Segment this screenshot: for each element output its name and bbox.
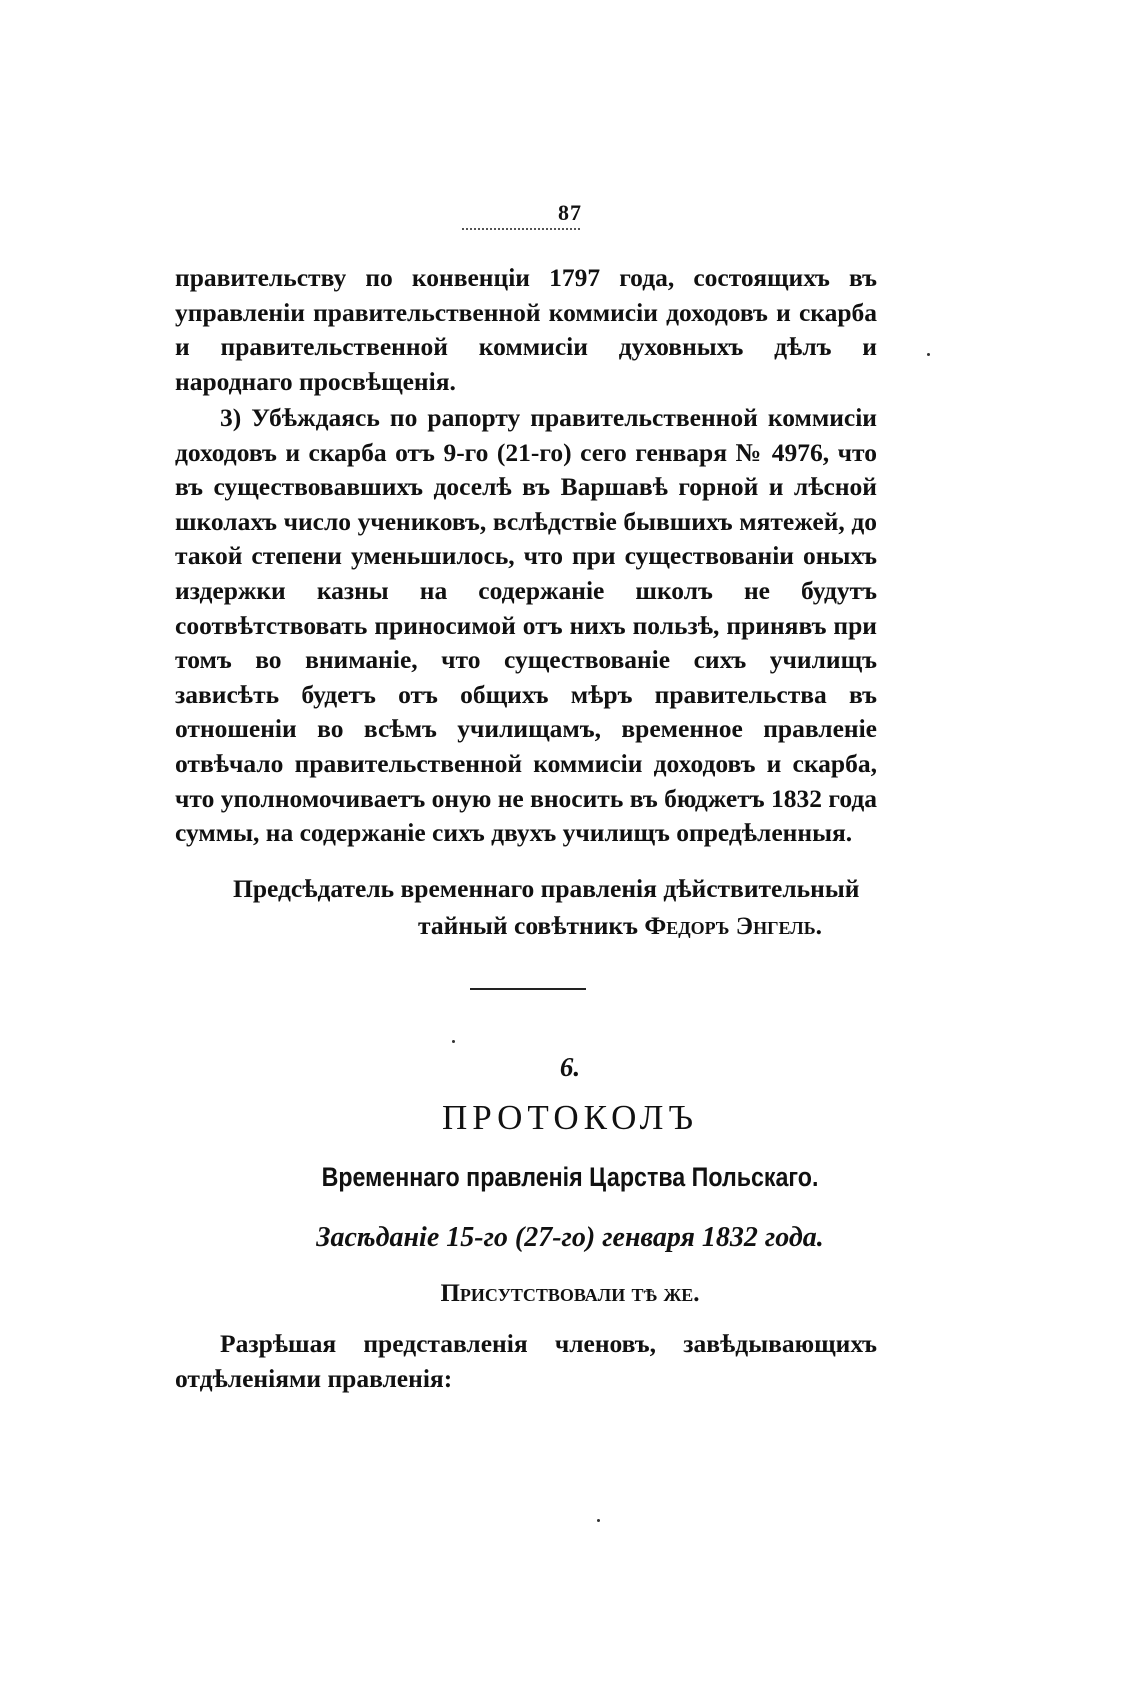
issuing-body-heading: Временнаго правленія Царства Польскаго. bbox=[321, 1162, 819, 1192]
page-number-ornament bbox=[462, 228, 580, 230]
print-speck bbox=[927, 353, 930, 356]
signatory-name: Федоръ Энгель. bbox=[644, 911, 822, 940]
signature-title: Предсѣдатель временнаго правленія дѣйствительный bbox=[233, 874, 860, 903]
print-speck bbox=[452, 1040, 455, 1043]
section-divider bbox=[470, 988, 586, 990]
signature-rank: тайный совѣтникъ bbox=[418, 911, 645, 940]
session-date: Засѣданіе 15-го (27-го) генваря 1832 года. bbox=[316, 1222, 824, 1253]
print-speck bbox=[597, 1519, 600, 1522]
signature-name-line bbox=[175, 907, 877, 944]
document-type-heading: ПРОТОКОЛЪ bbox=[441, 1098, 699, 1137]
page-number: 87 bbox=[558, 200, 582, 225]
paragraph-intro: Разрѣшая представленія членовъ, завѣдывающихъ отдѣленіями правленія: bbox=[175, 1329, 877, 1393]
document-number: 6. bbox=[559, 1052, 581, 1082]
attendees-line: Присутствовали тѣ же. bbox=[440, 1280, 700, 1307]
paragraph-item-3: 3) Убѣждаясь по рапорту правительственной коммисіи доходовъ и скарба отъ 9-го (21-го) сего генваря № 4976, что въ существовавшихъ доселѣ въ Варшавѣ горной и лѣсной школахъ число учениковъ, вслѣдствіе бывшихъ мятежей, до такой степени уменьшилось, что при существованіи оныхъ издержки казны на содержаніе школъ не будутъ соотвѣтствовать приносимой отъ нихъ пользѣ, принявъ при томъ во вниманіе, что существованіе сихъ училищъ зависѣть будетъ отъ общихъ мѣръ правительства въ отношеніи во всѣмъ училищамъ, временное правленіе отвѣчало правительственной коммисіи доходовъ и скарба, что уполномочиваетъ оную не вносить въ бюджетъ 1832 года суммы, на содержаніе сихъ двухъ училищъ опредѣленныя. bbox=[175, 403, 877, 848]
paragraph-continuation: правительству по конвенціи 1797 года, состоящихъ въ управленіи правительственной коммисіи доходовъ и скарба и правительственной коммисіи духовныхъ дѣлъ и народнаго просвѣщенія. bbox=[175, 263, 877, 396]
signature-block bbox=[175, 870, 877, 944]
